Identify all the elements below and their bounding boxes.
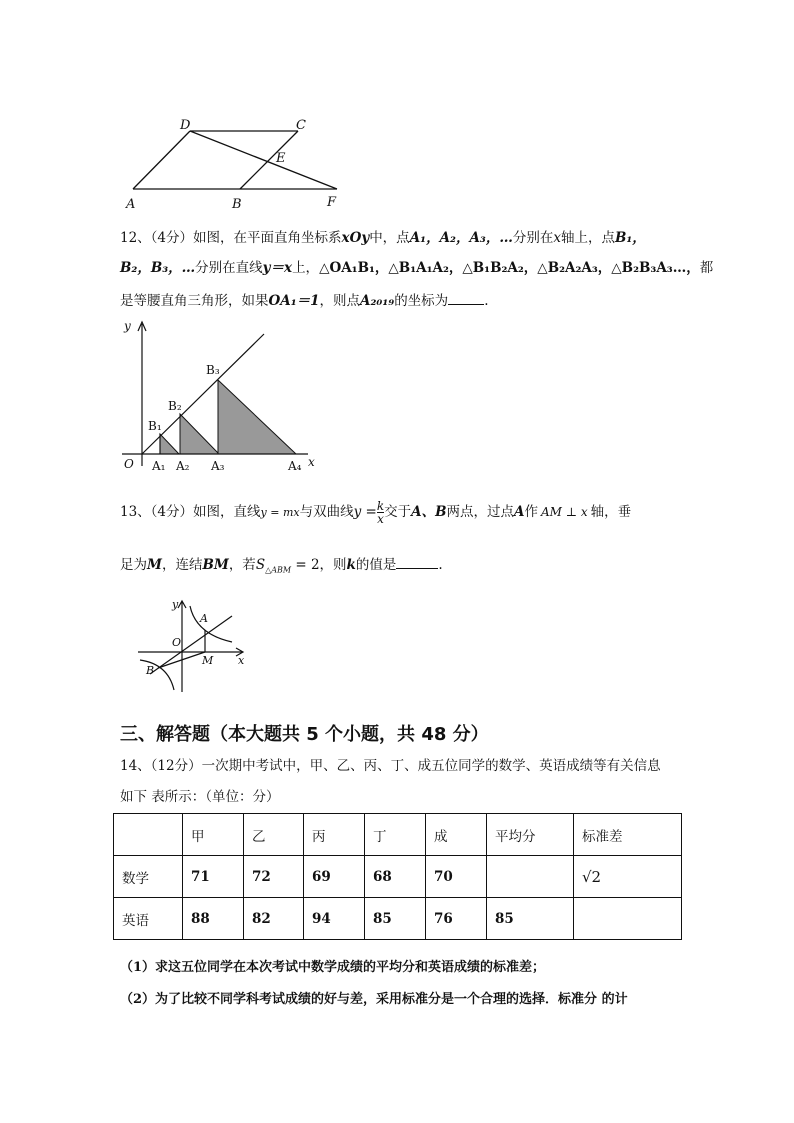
q12-text: ，则点 [319,293,361,309]
side-ad [133,131,190,189]
label-b: B [232,197,242,212]
label-b1: B₁ [148,419,162,433]
english-score-ding: 85 [365,898,426,940]
hyperbola-branch-1 [190,606,232,642]
q13-number: 13、（4分） [120,504,194,520]
q12-triangles: △OA₁B₁，△B₁A₁A₂，△B₁B₂A₂，△B₂A₂A₃，△B₂B₃A₃…， [319,260,700,276]
fig12-triangles-diagram [118,316,324,476]
q13-text: 作 [524,504,538,520]
q12-text: . [484,293,489,309]
q13-text: 的值是 [355,557,397,573]
q12-line2 [120,258,713,278]
axis-x-label: x [238,654,245,667]
table-header-row [114,814,682,856]
q13-x-denominator: x [377,512,384,526]
q12-text: 如图，在平面直角坐标系 [193,230,342,246]
axis-y-label: y [172,598,179,611]
label-a: A [126,197,136,212]
q12-line1 [120,228,646,248]
table-header-cell: 丁 [365,814,426,856]
math-score-yi: 72 [244,856,304,898]
q13-text: ，若 [228,557,256,573]
score-table [113,813,682,940]
q12-x: x [553,230,561,246]
label-m: M [202,654,214,667]
table-header-cell: 甲 [183,814,244,856]
q13-text: . [438,557,443,573]
q12-oa1: OA₁＝1 [268,293,320,309]
q13-text: 足为 [120,557,147,573]
label-b: B [146,664,155,677]
q14-sub1: （1）求这五位同学在本次考试中数学成绩的平均分和英语成绩的标准差； [120,960,546,975]
label-a3: A₃ [211,459,225,473]
english-score-jia: 88 [183,898,244,940]
q13-m: M [147,557,162,573]
origin-label: O [124,457,134,471]
q12-text: 轴上，点 [560,230,615,246]
origin-label: O [172,636,182,649]
q14-line2: 如下 表所示：（单位：分） [120,789,280,805]
english-score-yi: 82 [244,898,304,940]
math-score-bing: 69 [304,856,365,898]
q13-text: 与双曲线 [299,504,354,520]
table-header-cell [114,814,183,856]
q12-number: 12、（4分） [120,230,194,246]
q12-xoy: xOy [341,230,370,246]
q13-a: A [514,504,525,520]
math-score-cheng: 70 [426,856,487,898]
label-a: A [200,612,208,625]
english-score-cheng: 76 [426,898,487,940]
q13-text: ，连结 [161,557,203,573]
label-a4: A₄ [288,459,302,473]
q12-text: 上， [292,260,320,276]
q13-s-subscript: △ABM [265,565,292,575]
q12-answer-blank [448,290,484,305]
q12-text: 中，点 [369,230,410,246]
q12-b-points: B₂，B₃，… [120,260,196,276]
q13-s: S [255,557,266,573]
q13-am-perp: AM ⊥ x [540,505,588,519]
side-cb [240,131,298,189]
q13-k-numerator: k [376,499,385,513]
q13-k: k [346,557,356,573]
row-label-math: 数学 [114,856,183,898]
q12-text: 分别在直线 [195,260,263,276]
label-d: D [180,118,191,133]
english-std-dev [574,898,682,940]
q12-text: 分别在 [512,230,554,246]
q12-b1: B₁， [614,230,646,246]
q12-a-points: A₁，A₂，A₃，… [409,230,513,246]
q13-y-eq: y = [353,504,377,520]
q13-bm: BM [202,557,229,573]
math-score-jia: 71 [183,856,244,898]
english-average: 85 [487,898,574,940]
q12-text: 都 [699,260,714,276]
section-3-title: 三、解答题（本大题共 5 个小题，共 48 分） [120,724,489,745]
table-header-cell: 平均分 [487,814,574,856]
shaded-triangle-2 [180,414,219,454]
math-average [487,856,574,898]
segment-df [190,131,337,189]
line-y-equals-mx [150,616,232,674]
table-header-cell: 丙 [304,814,365,856]
q13-text: 轴，垂 [590,504,632,520]
fig11-parallelogram-diagram [118,112,350,214]
label-c: C [296,118,306,133]
q13-s-eq: = 2 [291,557,320,573]
english-score-bing: 94 [304,898,365,940]
q12-text: 的坐标为 [394,293,449,309]
q13-ymx: y = mx [260,506,300,519]
shaded-triangle-1 [160,434,179,454]
q13-ab: A、B [411,504,447,520]
q13-text: 如图，直线 [193,504,261,520]
label-f: F [327,195,337,210]
q13-text: 两点，过点 [446,504,514,520]
label-b2: B₂ [168,399,182,413]
table-header-cell: 成 [426,814,487,856]
shaded-triangle-3 [218,380,296,454]
table-header-cell: 标准差 [574,814,682,856]
q14-sub2: （2）为了比较不同学科考试成绩的好与差，采用标准分是一个合理的选择．标准分 的计 [120,992,628,1007]
label-b3: B₃ [206,363,220,377]
table-row-english [114,898,682,940]
q13-text: 交于 [384,504,412,520]
fig13-hyperbola-diagram [134,598,250,694]
math-score-ding: 68 [365,856,426,898]
row-label-english: 英语 [114,898,183,940]
q12-text: 是等腰直角三角形，如果 [120,293,269,309]
q14-line1: 14、（12分）一次期中考试中，甲、乙、丙、丁、成五位同学的数学、英语成绩等有关信息 [120,758,661,774]
q13-text: ，则 [319,557,347,573]
math-std-dev: √2 [574,856,682,898]
table-row-math [114,856,682,898]
q12-yx: y＝x [262,260,293,276]
table-header-cell: 乙 [244,814,304,856]
q12-line3 [120,290,488,311]
q13-answer-blank [396,554,438,569]
axis-y-label: y [124,319,131,333]
label-e: E [276,151,286,166]
axis-x-label: x [308,455,315,469]
label-a1: A₁ [152,459,166,473]
label-a2: A₂ [176,459,190,473]
q13-line1 [120,500,631,525]
q13-line2 [120,554,443,581]
q12-a2019: A₂₀₁₉ [360,293,395,309]
